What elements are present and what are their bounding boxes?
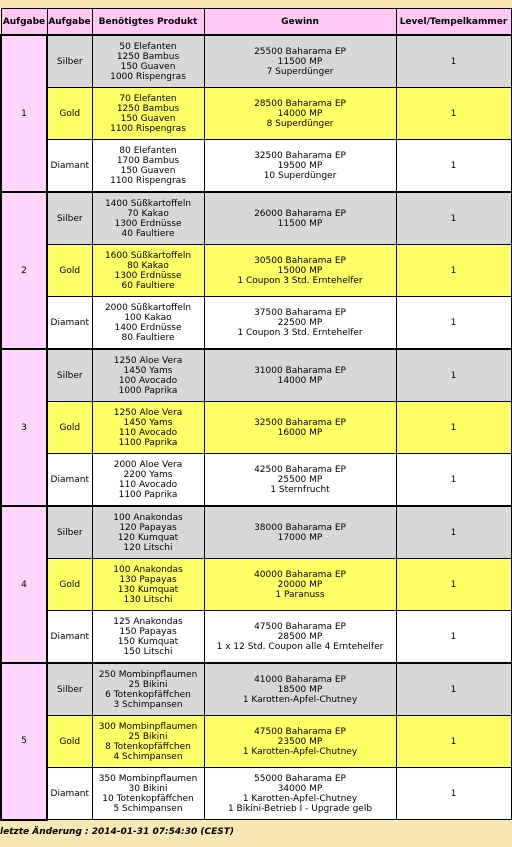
table-row	[1, 88, 511, 140]
reward-line: 28500 MP	[277, 631, 323, 642]
reward	[204, 35, 396, 88]
product-line: 1250 Aloe Vera	[113, 355, 183, 366]
reward-line: 47500 Baharama EP	[254, 621, 346, 632]
reward-line: 1 Karotten-Apfel-Chutney	[242, 746, 358, 757]
required-product	[92, 768, 204, 820]
product-line: 80 Elefanten	[119, 145, 177, 156]
required-product	[92, 454, 204, 507]
table-row	[1, 716, 511, 768]
level: 1	[396, 297, 511, 350]
product-line: 1100 Rispengras	[110, 123, 186, 134]
required-product	[92, 559, 204, 611]
reward-line: 1 x 12 Std. Coupon alle 4 Erntehelfer	[216, 641, 384, 652]
tier-name: Diamant	[47, 611, 92, 664]
tier-name: Gold	[47, 402, 92, 454]
reward	[204, 245, 396, 297]
level: 1	[396, 768, 511, 820]
reward	[204, 663, 396, 716]
reward-line: 25500 MP	[277, 474, 323, 485]
product-line: 150 Litschi	[123, 646, 173, 657]
product-line: 130 Litschi	[123, 594, 173, 605]
reward-line: 40000 Baharama EP	[254, 569, 346, 580]
product-line: 25 Bikini	[128, 731, 168, 742]
product-line: 1300 Erdnüsse	[114, 270, 182, 281]
product-line: 1300 Erdnüsse	[114, 218, 182, 229]
reward-line: 7 Superdünger	[266, 66, 334, 77]
product-line: 4 Schimpansen	[113, 751, 183, 762]
tier-name: Diamant	[47, 140, 92, 193]
reward-line: 18500 MP	[277, 684, 323, 695]
reward-line: 23500 MP	[277, 736, 323, 747]
product-line: 130 Papayas	[119, 574, 177, 585]
level: 1	[396, 454, 511, 507]
table-row	[1, 402, 511, 454]
tier-name: Gold	[47, 88, 92, 140]
required-product	[92, 192, 204, 245]
reward	[204, 768, 396, 820]
product-line: 250 Mombinpflaumen	[98, 669, 198, 680]
product-line: 350 Mombinpflaumen	[98, 773, 198, 784]
product-line: 3 Schimpansen	[113, 699, 183, 710]
product-line: 110 Avocado	[118, 479, 178, 490]
level: 1	[396, 245, 511, 297]
product-line: 2200 Yams	[123, 469, 173, 480]
reward-line: 1 Paranuss	[275, 589, 325, 600]
header-aufgabe-tier: Aufgabe	[47, 9, 92, 36]
product-line: 150 Guaven	[120, 165, 176, 176]
reward-line: 11500 MP	[277, 56, 323, 67]
product-line: 80 Kakao	[127, 260, 169, 271]
product-line: 125 Anakondas	[113, 616, 183, 627]
product-line: 150 Kumquat	[117, 636, 179, 647]
product-line: 2000 Süßkartoffeln	[104, 302, 192, 313]
required-product	[92, 35, 204, 88]
product-line: 25 Bikini	[128, 679, 168, 690]
level: 1	[396, 35, 511, 88]
reward-line: 38000 Baharama EP	[254, 522, 346, 533]
required-product	[92, 245, 204, 297]
reward-line: 25500 Baharama EP	[254, 46, 346, 57]
reward	[204, 297, 396, 350]
reward-line: 16000 MP	[277, 427, 323, 438]
table-row	[1, 297, 511, 350]
tier-name: Silber	[47, 192, 92, 245]
required-product	[92, 297, 204, 350]
reward-line: 1 Coupon 3 Std. Erntehelfer	[237, 327, 363, 338]
product-line: 80 Faultiere	[121, 332, 175, 343]
table-row	[1, 768, 511, 820]
reward-line: 28500 Baharama EP	[254, 98, 346, 109]
tier-name: Silber	[47, 35, 92, 88]
level: 1	[396, 716, 511, 768]
product-line: 1450 Yams	[123, 417, 173, 428]
level: 1	[396, 506, 511, 559]
product-line: 60 Faultiere	[121, 280, 175, 291]
product-line: 8 Totenkopfäffchen	[105, 741, 191, 752]
reward	[204, 140, 396, 193]
product-line: 110 Avocado	[118, 427, 178, 438]
reward-line: 31000 Baharama EP	[254, 365, 346, 376]
reward	[204, 88, 396, 140]
product-line: 130 Kumquat	[117, 584, 179, 595]
reward	[204, 349, 396, 402]
reward-line: 37500 Baharama EP	[254, 307, 346, 318]
table-row	[1, 192, 511, 245]
reward	[204, 611, 396, 664]
reward-line: 14000 MP	[277, 375, 323, 386]
level: 1	[396, 611, 511, 664]
product-line: 50 Elefanten	[119, 41, 177, 52]
product-line: 1000 Paprika	[118, 385, 178, 396]
product-line: 100 Kakao	[124, 312, 172, 323]
reward-line: 41000 Baharama EP	[254, 674, 346, 685]
level: 1	[396, 192, 511, 245]
table-row	[1, 349, 511, 402]
product-line: 1400 Erdnüsse	[114, 322, 182, 333]
table-row	[1, 35, 511, 88]
level: 1	[396, 349, 511, 402]
level: 1	[396, 663, 511, 716]
tier-name: Silber	[47, 349, 92, 402]
required-product	[92, 402, 204, 454]
product-line: 30 Bikini	[128, 783, 168, 794]
product-line: 150 Guaven	[120, 61, 176, 72]
tier-name: Silber	[47, 663, 92, 716]
product-line: 120 Kumquat	[117, 532, 179, 543]
product-line: 2000 Aloe Vera	[113, 459, 183, 470]
header-product: Benötigtes Produkt	[92, 9, 204, 36]
product-line: 1600 Süßkartoffeln	[104, 250, 192, 261]
reward-line: 10 Superdünger	[263, 170, 337, 181]
reward-line: 32500 Baharama EP	[254, 417, 346, 428]
reward	[204, 402, 396, 454]
product-line: 120 Litschi	[123, 542, 173, 553]
reward-line: 32500 Baharama EP	[254, 150, 346, 161]
product-line: 70 Kakao	[127, 208, 169, 219]
task-number: 5	[1, 663, 47, 820]
reward	[204, 454, 396, 507]
product-line: 6 Totenkopfäffchen	[105, 689, 191, 700]
required-product	[92, 88, 204, 140]
tasks-table	[0, 8, 512, 821]
header-reward: Gewinn	[204, 9, 396, 36]
table-row	[1, 611, 511, 664]
required-product	[92, 611, 204, 664]
tier-name: Gold	[47, 245, 92, 297]
product-line: 70 Elefanten	[119, 93, 177, 104]
task-number: 3	[1, 349, 47, 506]
product-line: 1000 Rispengras	[110, 71, 186, 82]
reward-line: 17000 MP	[277, 532, 323, 543]
tier-name: Diamant	[47, 454, 92, 507]
reward-line: 1 Coupon 3 Std. Erntehelfer	[237, 275, 363, 286]
header-row	[1, 9, 511, 36]
product-line: 1100 Paprika	[118, 489, 178, 500]
task-number: 1	[1, 35, 47, 192]
reward-line: 20000 MP	[277, 579, 323, 590]
required-product	[92, 506, 204, 559]
product-line: 120 Papayas	[119, 522, 177, 533]
product-line: 5 Schimpansen	[113, 803, 183, 814]
product-line: 1450 Yams	[123, 365, 173, 376]
reward-line: 34000 MP	[277, 783, 323, 794]
reward-line: 1 Sternfrucht	[270, 484, 330, 495]
required-product	[92, 140, 204, 193]
reward-line: 1 Karotten-Apfel-Chutney	[242, 694, 358, 705]
reward-line: 26000 Baharama EP	[254, 208, 346, 219]
reward	[204, 559, 396, 611]
reward	[204, 716, 396, 768]
reward-line: 1 Karotten-Apfel-Chutney	[242, 793, 358, 804]
product-line: 40 Faultiere	[121, 228, 175, 239]
reward-line: 55000 Baharama EP	[254, 773, 346, 784]
product-line: 1700 Bambus	[116, 155, 180, 166]
product-line: 150 Guaven	[120, 113, 176, 124]
reward-line: 11500 MP	[277, 218, 323, 229]
table-body	[1, 35, 511, 820]
product-line: 1250 Bambus	[116, 103, 180, 114]
product-line: 1250 Aloe Vera	[113, 407, 183, 418]
reward-line: 19500 MP	[277, 160, 323, 171]
product-line: 300 Mombinpflaumen	[98, 721, 198, 732]
table-row	[1, 245, 511, 297]
product-line: 100 Avocado	[118, 375, 178, 386]
required-product	[92, 349, 204, 402]
product-line: 1100 Rispengras	[110, 175, 186, 186]
reward	[204, 192, 396, 245]
tier-name: Diamant	[47, 297, 92, 350]
reward-line: 1 Bikini-Betrieb I - Upgrade gelb	[227, 803, 373, 814]
level: 1	[396, 559, 511, 611]
level: 1	[396, 402, 511, 454]
product-line: 150 Papayas	[119, 626, 177, 637]
task-number: 2	[1, 192, 47, 349]
task-number: 4	[1, 506, 47, 663]
product-line: 100 Anakondas	[113, 564, 183, 575]
table-row	[1, 454, 511, 507]
tier-name: Diamant	[47, 768, 92, 820]
table-row	[1, 559, 511, 611]
product-line: 100 Anakondas	[113, 512, 183, 523]
product-line: 1100 Paprika	[118, 437, 178, 448]
reward-line: 15000 MP	[277, 265, 323, 276]
reward	[204, 506, 396, 559]
product-line: 10 Totenkopfäffchen	[102, 793, 194, 804]
product-line: 1400 Süßkartoffeln	[104, 198, 192, 209]
last-modified: letzte Änderung : 2014-01-31 07:54:30 (CEST)	[0, 827, 234, 837]
table-row	[1, 140, 511, 193]
tier-name: Gold	[47, 716, 92, 768]
reward-line: 47500 Baharama EP	[254, 726, 346, 737]
level: 1	[396, 140, 511, 193]
reward-line: 42500 Baharama EP	[254, 464, 346, 475]
tier-name: Gold	[47, 559, 92, 611]
reward-line: 14000 MP	[277, 108, 323, 119]
table-row	[1, 663, 511, 716]
level: 1	[396, 88, 511, 140]
tier-name: Silber	[47, 506, 92, 559]
reward-line: 22500 MP	[277, 317, 323, 328]
reward-line: 8 Superdünger	[266, 118, 334, 129]
product-line: 1250 Bambus	[116, 51, 180, 62]
required-product	[92, 663, 204, 716]
reward-line: 30500 Baharama EP	[254, 255, 346, 266]
required-product	[92, 716, 204, 768]
table-row	[1, 506, 511, 559]
header-aufgabe-number: Aufgabe	[1, 9, 47, 36]
header-level: Level/Tempelkammer	[396, 9, 511, 36]
